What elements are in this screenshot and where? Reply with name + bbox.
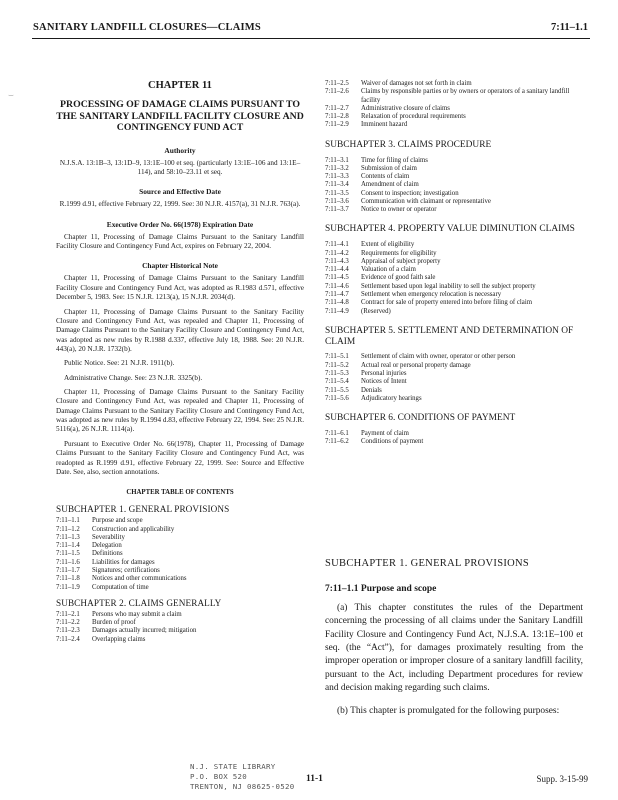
- toc-entry: 7:11–3.6 Communication with claimant or representative: [325, 197, 491, 205]
- toc-entry: 7:11–4.1 Extent of eligibility: [325, 241, 415, 249]
- historical-note-paragraph: Public Notice. See: 21 N.J.R. 1911(b).: [64, 359, 175, 368]
- toc-entry: 7:11–1.4 Delegation: [56, 542, 122, 550]
- toc-entry: 7:11–4.4 Valuation of a claim: [325, 266, 416, 274]
- toc-list-sub1: [56, 517, 304, 592]
- toc-entry: 7:11–2.2 Burden of proof: [56, 619, 136, 627]
- executive-order-heading: Executive Order No. 66(1978) Expiration Date: [106, 219, 254, 229]
- toc-subchapter-2: SUBCHAPTER 2. CLAIMS GENERALLY: [56, 597, 222, 608]
- toc-list-sub3: [325, 157, 583, 215]
- toc-entry: 7:11–5.3 Personal injuries: [325, 370, 407, 377]
- right-column: [325, 80, 583, 447]
- section-heading: 7:11–1.1 Purpose and scope: [325, 584, 437, 594]
- toc-list-sub4: [325, 241, 583, 316]
- toc-entry: 7:11–3.7 Notice to owner or operator: [325, 206, 437, 214]
- toc-entry: 7:11–1.9 Computation of time: [56, 583, 149, 591]
- toc-entry: 7:11–3.2 Submission of claim: [325, 164, 417, 172]
- toc-subchapter-4: SUBCHAPTER 4. PROPERTY VALUE DIMINUTION CLAIMS: [325, 224, 575, 235]
- toc-list-sub5: [325, 353, 583, 403]
- toc-list-sub6: [325, 430, 583, 447]
- toc-entry: 7:11–4.8 Contract for sale of property entered into before filing of claim: [325, 299, 532, 307]
- toc-entry: 7:11–1.3 Severability: [56, 533, 125, 541]
- source-heading: Source and Effective Date: [139, 187, 221, 197]
- running-header-section: 7:11–1.1: [550, 22, 588, 33]
- toc-entry: 7:11–3.4 Amendment of claim: [325, 181, 419, 189]
- header-rule: [32, 38, 590, 39]
- authority-text: N.J.S.A. 13:1B–3, 13:1D–9, 13:1E–100 et seq. (particularly 13:1E–106 and 13:1E–114), and 58:10–23.11 et seq.: [59, 158, 301, 176]
- toc-list-sub2: [56, 611, 304, 644]
- toc-entry: 7:11–2.3 Damages actually incurred; mitigation: [56, 627, 197, 635]
- toc-entry: 7:11–3.5 Consent to inspection; investigation: [325, 189, 459, 197]
- toc-subchapter-1: SUBCHAPTER 1. GENERAL PROVISIONS: [56, 504, 230, 515]
- toc-subchapter-3: SUBCHAPTER 3. CLAIMS PROCEDURE: [325, 139, 492, 150]
- toc-entry: 7:11–3.1 Time for filing of claims: [325, 156, 428, 164]
- rule-paragraph-a: (a) This chapter constitutes the rules of the Department concerning the processing of all claims under the Sanitary Landfill Facility Closure and Contingency Fund Act, N.J.S.A. 13:1E–100 et seq. (the “Act”), for damages proximately resulting from the improper operation or improper closure of a sanitary landfill facility, pursuant to the Act, including Department procedures for review and decision making regarding such claims.: [325, 603, 583, 694]
- toc-entry: 7:11–2.8 Relaxation of procedural requirements: [325, 113, 466, 121]
- toc-entry: 7:11–1.2 Construction and applicability: [56, 525, 175, 533]
- toc-entry: 7:11–4.7 Settlement when emergency relocation is necessary: [325, 290, 502, 298]
- toc-entry: 7:11–5.1 Settlement of claim with owner, operator or other person: [325, 353, 516, 361]
- page-number: 11-1: [306, 774, 323, 784]
- source-text: R.1999 d.91, effective February 22, 1999. See: 30 N.J.R. 4157(a), 31 N.J.R. 763(a).: [59, 200, 301, 209]
- toc-entry: 7:11–2.6 Claims by responsible parties or by owners or operators of a sanitary landfill facility: [325, 88, 570, 104]
- left-column: [56, 80, 304, 644]
- toc-list-sub2-cont: [325, 80, 583, 130]
- toc-entry: 7:11–1.7 Signatures; certifications: [56, 566, 160, 574]
- library-stamp: N.J. STATE LIBRARY P.O. BOX 520 TRENTON, NJ 08625-0520: [190, 762, 295, 791]
- toc-entry: 7:11–5.4 Notices of Intent: [325, 378, 407, 386]
- toc-entry: 7:11–2.7 Administrative closure of claims: [325, 104, 450, 112]
- toc-entry: 7:11–3.3 Contents of claim: [325, 173, 410, 181]
- historical-note-heading: Chapter Historical Note: [142, 261, 218, 271]
- executive-order-text: Chapter 11, Processing of Damage Claims Pursuant to the Sanitary Landfill Facility Closure and Contingency Fund Act, expires on February 22, 2004.: [56, 232, 304, 251]
- toc-entry: 7:11–6.2 Conditions of payment: [325, 438, 424, 446]
- toc-entry: 7:11–1.5 Definitions: [56, 550, 123, 558]
- toc-entry: 7:11–5.2 Actual real or personal property damage: [325, 361, 471, 369]
- toc-entry: 7:11–1.8 Notices and other communications: [56, 575, 187, 583]
- toc-entry: 7:11–1.1 Purpose and scope: [56, 517, 143, 525]
- toc-entry: 7:11–2.1 Persons who may submit a claim: [56, 610, 182, 618]
- margin-mark: ⌣: [8, 90, 14, 100]
- toc-heading: CHAPTER TABLE OF CONTENTS: [126, 489, 234, 497]
- supplement-date: Supp. 3-15-99: [536, 774, 588, 784]
- rule-paragraph-b: (b) This chapter is promulgated for the following purposes:: [337, 706, 560, 717]
- toc-entry: 7:11–4.3 Appraisal of subject property: [325, 257, 441, 265]
- toc-entry: 7:11–5.5 Denials: [325, 386, 382, 394]
- chapter-number: CHAPTER 11: [148, 80, 212, 91]
- toc-entry: 7:11–2.9 Imminent hazard: [325, 121, 408, 129]
- toc-entry: 7:11–2.4 Overlapping claims: [56, 635, 146, 643]
- toc-subchapter-6: SUBCHAPTER 6. CONDITIONS OF PAYMENT: [325, 413, 516, 424]
- toc-entry: 7:11–4.6 Settlement based upon legal inability to sell the subject property: [325, 282, 536, 290]
- toc-entry: 7:11–4.2 Requirements for eligibility: [325, 249, 437, 257]
- historical-note-paragraph: Chapter 11, Processing of Damage Claims Pursuant to the Sanitary Facility Closure and Contingency Fund Act, was repealed and Chapter 11, Processing of Damage Claims Pursuant to the Sanitary Facility Closure and Contingency Fund Act, was adopted as new rules by R.1988 d.337, effective July 18, 1988. See: 20 N.J.R. 443(a), 20 N.J.R. 1732(b).: [56, 307, 304, 353]
- authority-heading: Authority: [164, 145, 196, 155]
- rule-body: [325, 602, 583, 719]
- toc-subchapter-5: SUBCHAPTER 5. SETTLEMENT AND DETERMINATION OF CLAIM: [325, 325, 574, 347]
- toc-entry: 7:11–4.5 Evidence of good faith sale: [325, 274, 436, 282]
- historical-note-paragraph: Chapter 11, Processing of Damage Claims Pursuant to the Sanitary Landfill Facility Closure and Contingency Fund Act, was adopted as R.1983 d.571, effective December 5, 1983. See: 15 N.J.R. 1213(a), 15 N.J.R. 2034(d).: [56, 274, 304, 302]
- toc-entry: 7:11–5.6 Adjudicatory hearings: [325, 394, 422, 402]
- historical-note-paragraph: Chapter 11, Processing of Damage Claims Pursuant to the Sanitary Facility Closure and Contingency Fund Act, was repealed and Chapter 11, Processing of Damage Claims Pursuant to the Sanitary Facility Closure and Contingency Fund Act, was adopted as new rules by R.1994 d.83, effective February 22, 1994. See: 25 N.J.R. 5116(a), 26 N.J.R. 1114(a).: [56, 388, 304, 434]
- historical-note-paragraph: Pursuant to Executive Order No. 66(1978), Chapter 11, Processing of Damage Claims Pursuant to the Sanitary Facility Closure and Contingency Fund Act, was readopted as R.1999 d.91, effective February 22, 1999. See: Source and Effective Date. See, also, section annotations.: [56, 439, 304, 476]
- toc-entry: 7:11–2.5 Waiver of damages not set forth in claim: [325, 80, 472, 87]
- toc-entry: 7:11–4.9 (Reserved): [325, 307, 391, 315]
- body-subchapter-heading: SUBCHAPTER 1. GENERAL PROVISIONS: [325, 558, 530, 569]
- chapter-title: PROCESSING OF DAMAGE CLAIMS PURSUANT TO THE SANITARY LANDFILL FACILITY CLOSURE AND CONTINGENCY FUND ACT: [56, 99, 304, 134]
- toc-entry: 7:11–1.6 Liabilities for damages: [56, 558, 155, 566]
- running-header-title: SANITARY LANDFILL CLOSURES—CLAIMS: [33, 22, 261, 33]
- historical-note-paragraph: Administrative Change. See: 23 N.J.R. 3325(b).: [64, 373, 203, 382]
- toc-entry: 7:11–6.1 Payment of claim: [325, 429, 409, 437]
